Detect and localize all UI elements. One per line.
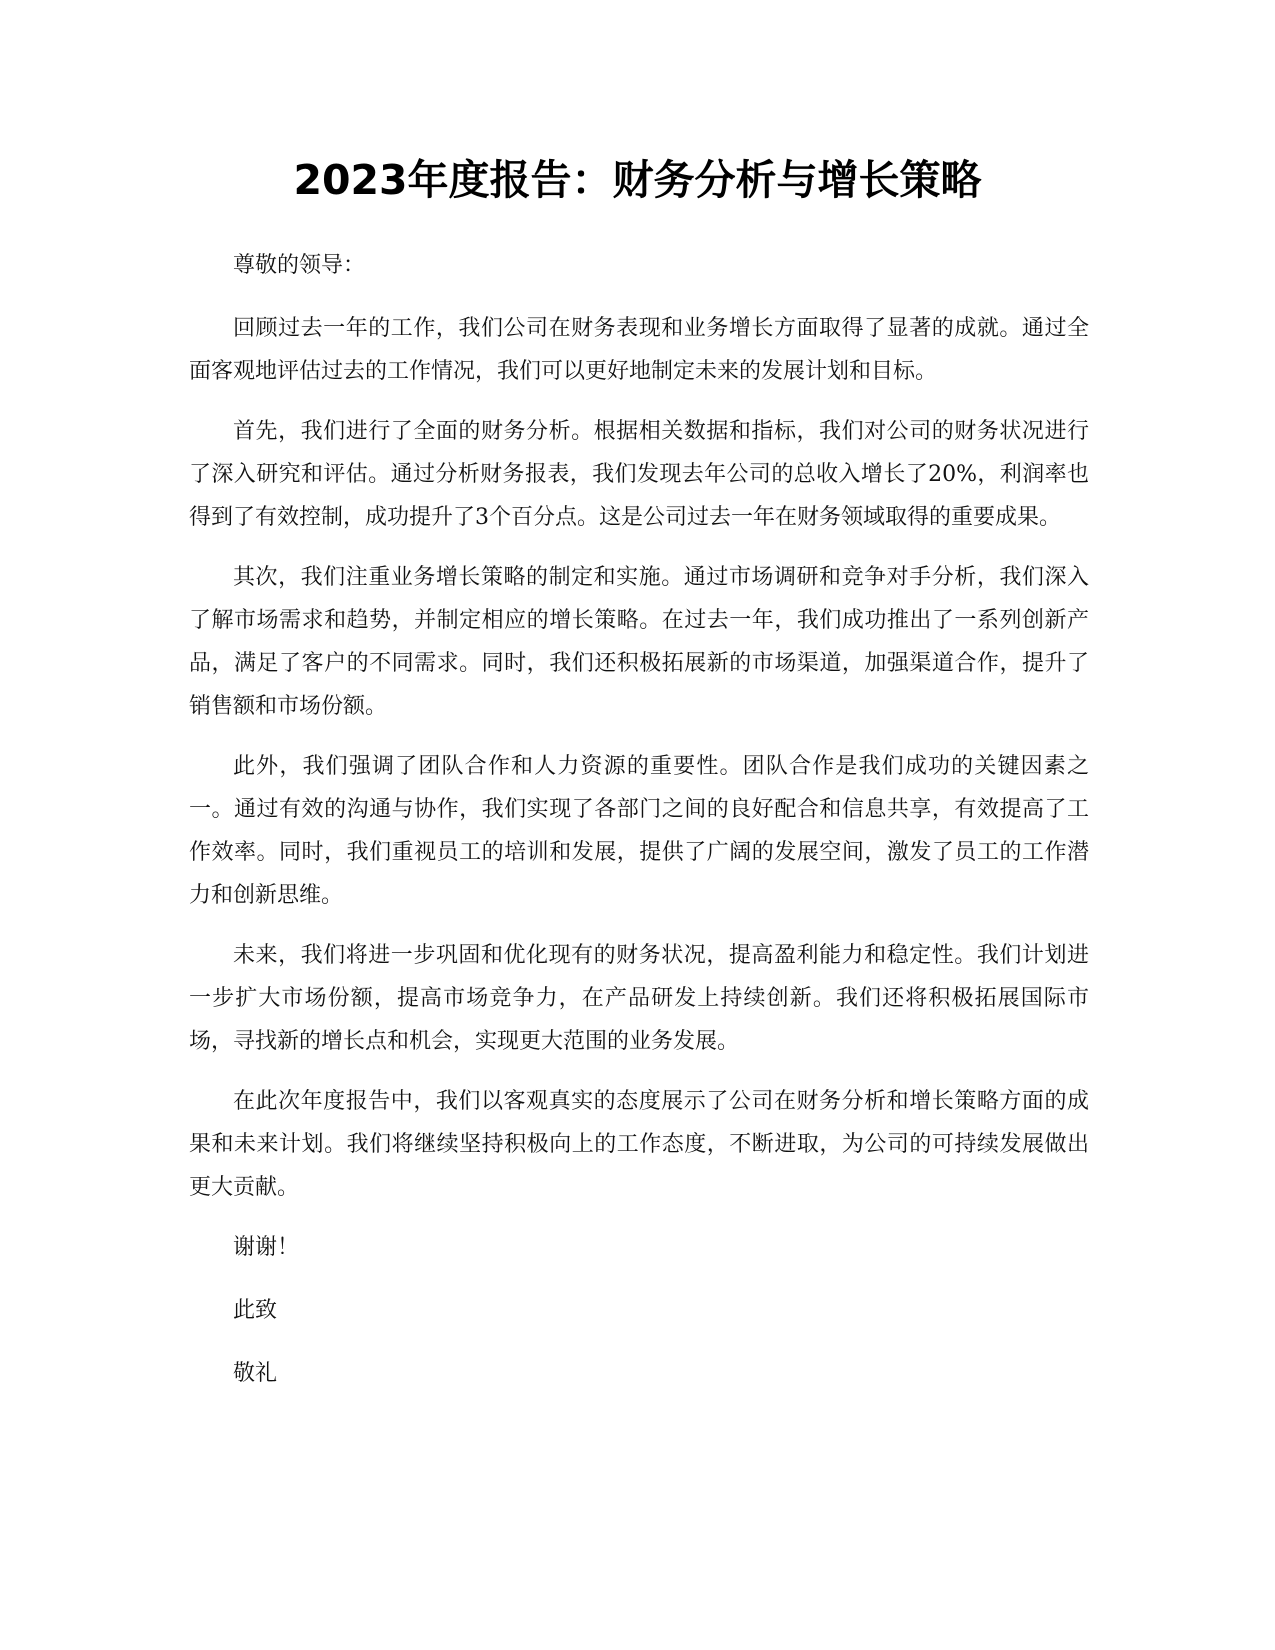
paragraph-growth-strategy: 其次，我们注重业务增长策略的制定和实施。通过市场调研和竞争对手分析，我们深入了解市场需求和趋势，并制定相应的增长策略。在过去一年，我们成功推出了一系列创新产品，满足了客户的不同需求。同时，我们还积极拓展新的市场渠道，加强渠道合作，提升了销售额和市场份额。: [189, 565, 1089, 719]
paragraph-review: 回顾过去一年的工作，我们公司在财务表现和业务增长方面取得了显著的成就。通过全面客观地评估过去的工作情况，我们可以更好地制定未来的发展计划和目标。: [189, 316, 1089, 384]
salutation: 尊敬的领导：: [233, 253, 366, 278]
closing-line-2: 敬礼: [233, 1361, 278, 1386]
thanks-line: 谢谢！: [233, 1235, 300, 1260]
paragraph-financial-analysis: 首先，我们进行了全面的财务分析。根据相关数据和指标，我们对公司的财务状况进行了深入研究和评估。通过分析财务报表，我们发现去年公司的总收入增长了20%，利润率也得到了有效控制，成功提升了3个百分点。这是公司过去一年在财务领域取得的重要成果。: [189, 419, 1089, 530]
paragraph-teamwork: 此外，我们强调了团队合作和人力资源的重要性。团队合作是我们成功的关键因素之一。通过有效的沟通与协作，我们实现了各部门之间的良好配合和信息共享，有效提高了工作效率。同时，我们重视员工的培训和发展，提供了广阔的发展空间，激发了员工的工作潜力和创新思维。: [189, 754, 1089, 908]
paragraph-future-plan: 未来，我们将进一步巩固和优化现有的财务状况，提高盈利能力和稳定性。我们计划进一步扩大市场份额，提高市场竞争力，在产品研发上持续创新。我们还将积极拓展国际市场，寻找新的增长点和机会，实现更大范围的业务发展。: [189, 943, 1089, 1054]
paragraph-conclusion: 在此次年度报告中，我们以客观真实的态度展示了公司在财务分析和增长策略方面的成果和未来计划。我们将继续坚持积极向上的工作态度，不断进取，为公司的可持续发展做出更大贡献。: [189, 1089, 1089, 1200]
document-body: [189, 244, 1089, 1415]
closing-line-1: 此致: [233, 1298, 278, 1323]
document-title: 2023年度报告：财务分析与增长策略: [293, 156, 982, 204]
